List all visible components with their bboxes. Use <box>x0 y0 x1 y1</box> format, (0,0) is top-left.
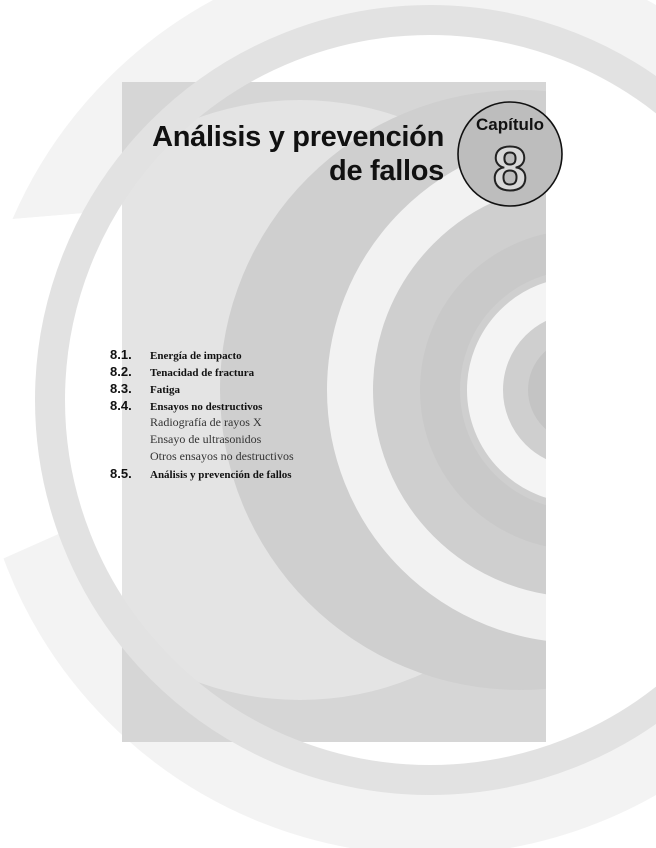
toc-item-number: 8.4. <box>110 398 132 413</box>
toc-item <box>110 346 294 363</box>
toc-item-title: Análisis y prevención de fallos <box>150 469 292 481</box>
toc-subitem <box>110 414 294 431</box>
chapter-title-line-1: Análisis y prevención <box>152 121 444 153</box>
chapter-badge <box>450 96 570 208</box>
toc-subitem <box>110 448 294 465</box>
toc-item-number: 8.3. <box>110 381 132 396</box>
toc-item-title: Ensayos no destructivos <box>150 401 263 413</box>
toc-subitem-title: Otros ensayos no destructivos <box>150 449 294 463</box>
toc-item-number: 8.5. <box>110 466 132 481</box>
chapter-title-line-2: de fallos <box>329 155 444 187</box>
toc-item-number: 8.2. <box>110 364 132 379</box>
toc-item-number: 8.1. <box>110 347 132 362</box>
table-of-contents <box>110 346 294 482</box>
toc-subitem <box>110 431 294 448</box>
toc-item <box>110 380 294 397</box>
toc-item-title: Fatiga <box>150 384 180 396</box>
chapter-number: 8 <box>492 135 528 204</box>
toc-item <box>110 465 294 482</box>
toc-subitem-title: Ensayo de ultrasonidos <box>150 432 262 446</box>
toc-item <box>110 397 294 414</box>
toc-item <box>110 363 294 380</box>
toc-subitem-title: Radiografía de rayos X <box>150 415 262 429</box>
toc-item-title: Energía de impacto <box>150 350 242 362</box>
toc-item-title: Tenacidad de fractura <box>150 367 255 379</box>
chapter-title <box>152 120 444 188</box>
chapter-label: Capítulo <box>476 115 544 134</box>
